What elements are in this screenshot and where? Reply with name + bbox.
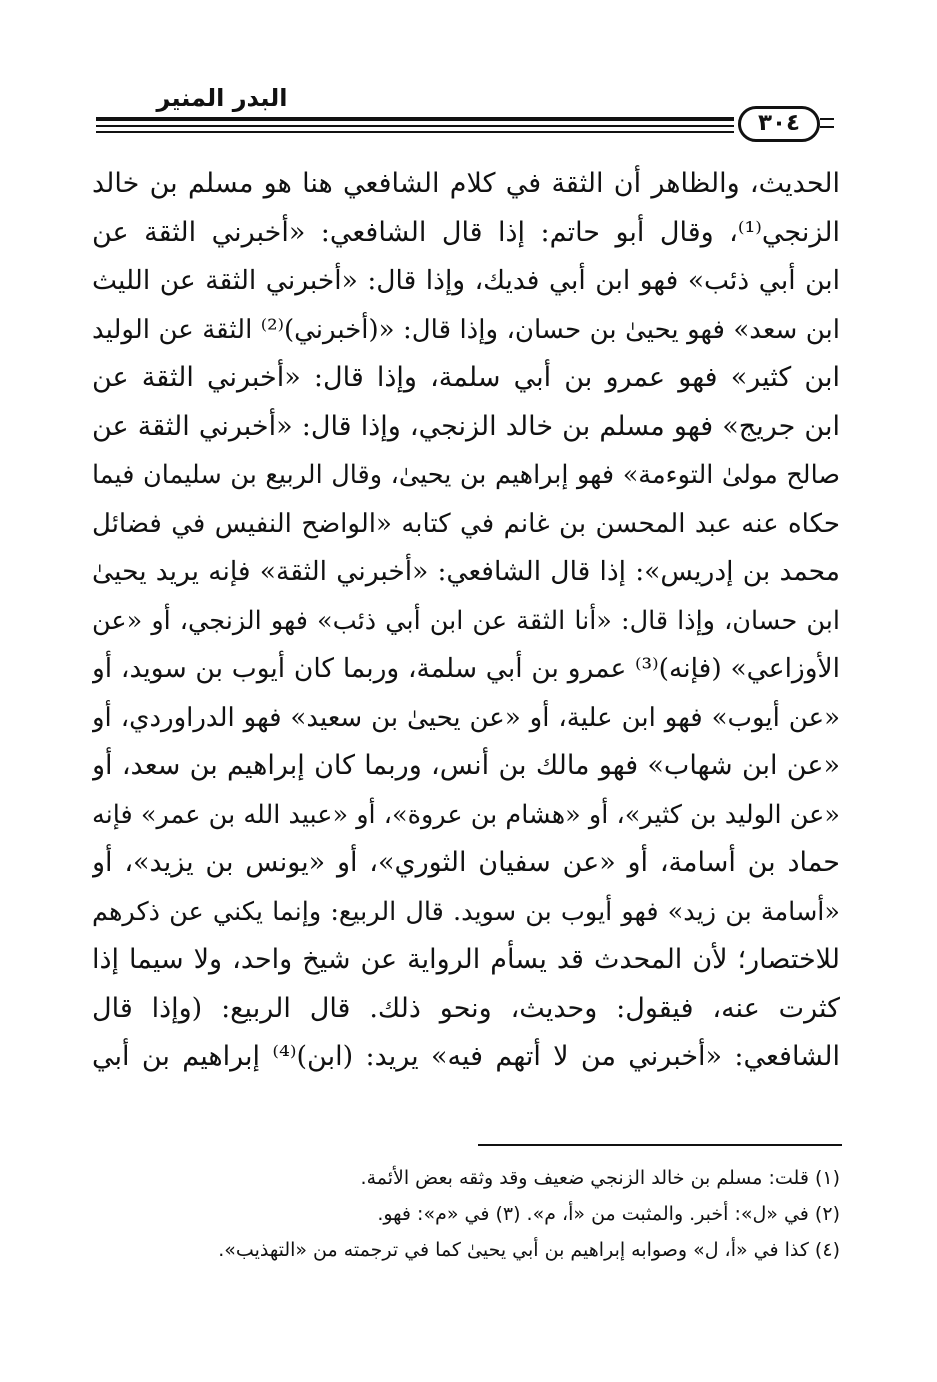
text-line: للاختصار؛ لأن المحدث قد يسأم الرواية عن شيخ واحد، ولا سيما إذا bbox=[92, 944, 840, 975]
footnote-separator bbox=[478, 1144, 842, 1146]
header-rule bbox=[96, 131, 734, 133]
text-line: الحديث، والظاهر أن الثقة في كلام الشافعي هنا هو مسلم بن خالد bbox=[92, 168, 840, 199]
footnote: (٤) كذا في «أ، ل» وصوابه إبراهيم بن أبي يحيىٰ كما في ترجمته من «التهذيب». bbox=[218, 1239, 840, 1261]
header-rule bbox=[96, 125, 734, 127]
text-line: «أسامة بن زيد» فهو أيوب بن سويد. قال الربيع: وإنما يكني عن ذكرهم bbox=[92, 896, 840, 927]
text-line: ابن كثير» فهو عمرو بن أبي سلمة، وإذا قال: «أخبرني الثقة عن bbox=[92, 362, 840, 393]
text-line: ابن حسان، وإذا قال: «أنا الثقة عن ابن أبي ذئب» فهو الزنجي، أو «عن bbox=[92, 605, 840, 636]
text-line: الشافعي: «أخبرني من لا أتهم فيه» يريد: (ابن)⁽⁴⁾ إبراهيم بن أبي bbox=[92, 1041, 840, 1072]
text-line: «عن ابن شهاب» فهو مالك بن أنس، وربما كان إبراهيم بن سعد، أو bbox=[92, 750, 840, 781]
page-number: ٣٠٤ bbox=[738, 106, 820, 142]
text-line: ابن أبي ذئب» فهو ابن أبي فديك، وإذا قال: «أخبرني الثقة عن الليث bbox=[92, 265, 840, 296]
footnote: (١) قلت: مسلم بن خالد الزنجي ضعيف وقد وثقه بعض الأئمة. bbox=[360, 1167, 840, 1189]
text-line: «عن أيوب» فهو ابن علية، أو «عن يحيىٰ بن سعيد» فهو الدراوردي، أو bbox=[92, 702, 840, 733]
text-line: «عن الوليد بن كثير»، أو «هشام بن عروة»، أو «عبيد الله بن عمر» فإنه bbox=[92, 799, 840, 830]
page-number-ornament bbox=[820, 118, 834, 128]
text-line: كثرت عنه، فيقول: وحديث، ونحو ذلك. قال الربيع: (وإذا قال bbox=[92, 992, 840, 1024]
running-head-title: البدر المنير bbox=[156, 84, 288, 112]
footnotes bbox=[92, 1160, 840, 1268]
text-line: الأوزاعي» (فإنه)⁽³⁾ عمرو بن أبي سلمة، وربما كان أيوب بن سويد، أو bbox=[92, 653, 840, 684]
text-line: الزنجي⁽¹⁾، وقال أبو حاتم: إذا قال الشافعي: «أخبرني الثقة عن bbox=[92, 216, 840, 248]
header-rule bbox=[96, 117, 734, 121]
text-line: صالح مولىٰ التوءمة» فهو إبراهيم بن يحيىٰ، وقال الربيع بن سليمان فيما bbox=[92, 460, 840, 490]
text-line: حماد بن أسامة، أو «عن سفيان الثوري»، أو «يونس بن يزيد»، أو bbox=[92, 847, 840, 878]
text-line: ابن جريج» فهو مسلم بن خالد الزنجي، وإذا قال: «أخبرني الثقة عن bbox=[92, 410, 840, 442]
footnote: (٢) في «ل»: أخبر. والمثبت من «أ، م». (٣) في «م»: فهو. bbox=[377, 1203, 840, 1225]
text-line: محمد بن إدريس»: إذا قال الشافعي: «أخبرني الثقة» فإنه يريد يحيىٰ bbox=[92, 556, 840, 587]
text-line: ابن سعد» فهو يحيىٰ بن حسان، وإذا قال: «(أخبرني)⁽²⁾ الثقة عن الوليد bbox=[92, 314, 840, 345]
text-line: حكاه عنه عبد المحسن بن غانم في كتابه «الواضح النفيس في فضائل bbox=[92, 508, 840, 539]
main-text bbox=[92, 160, 840, 1082]
